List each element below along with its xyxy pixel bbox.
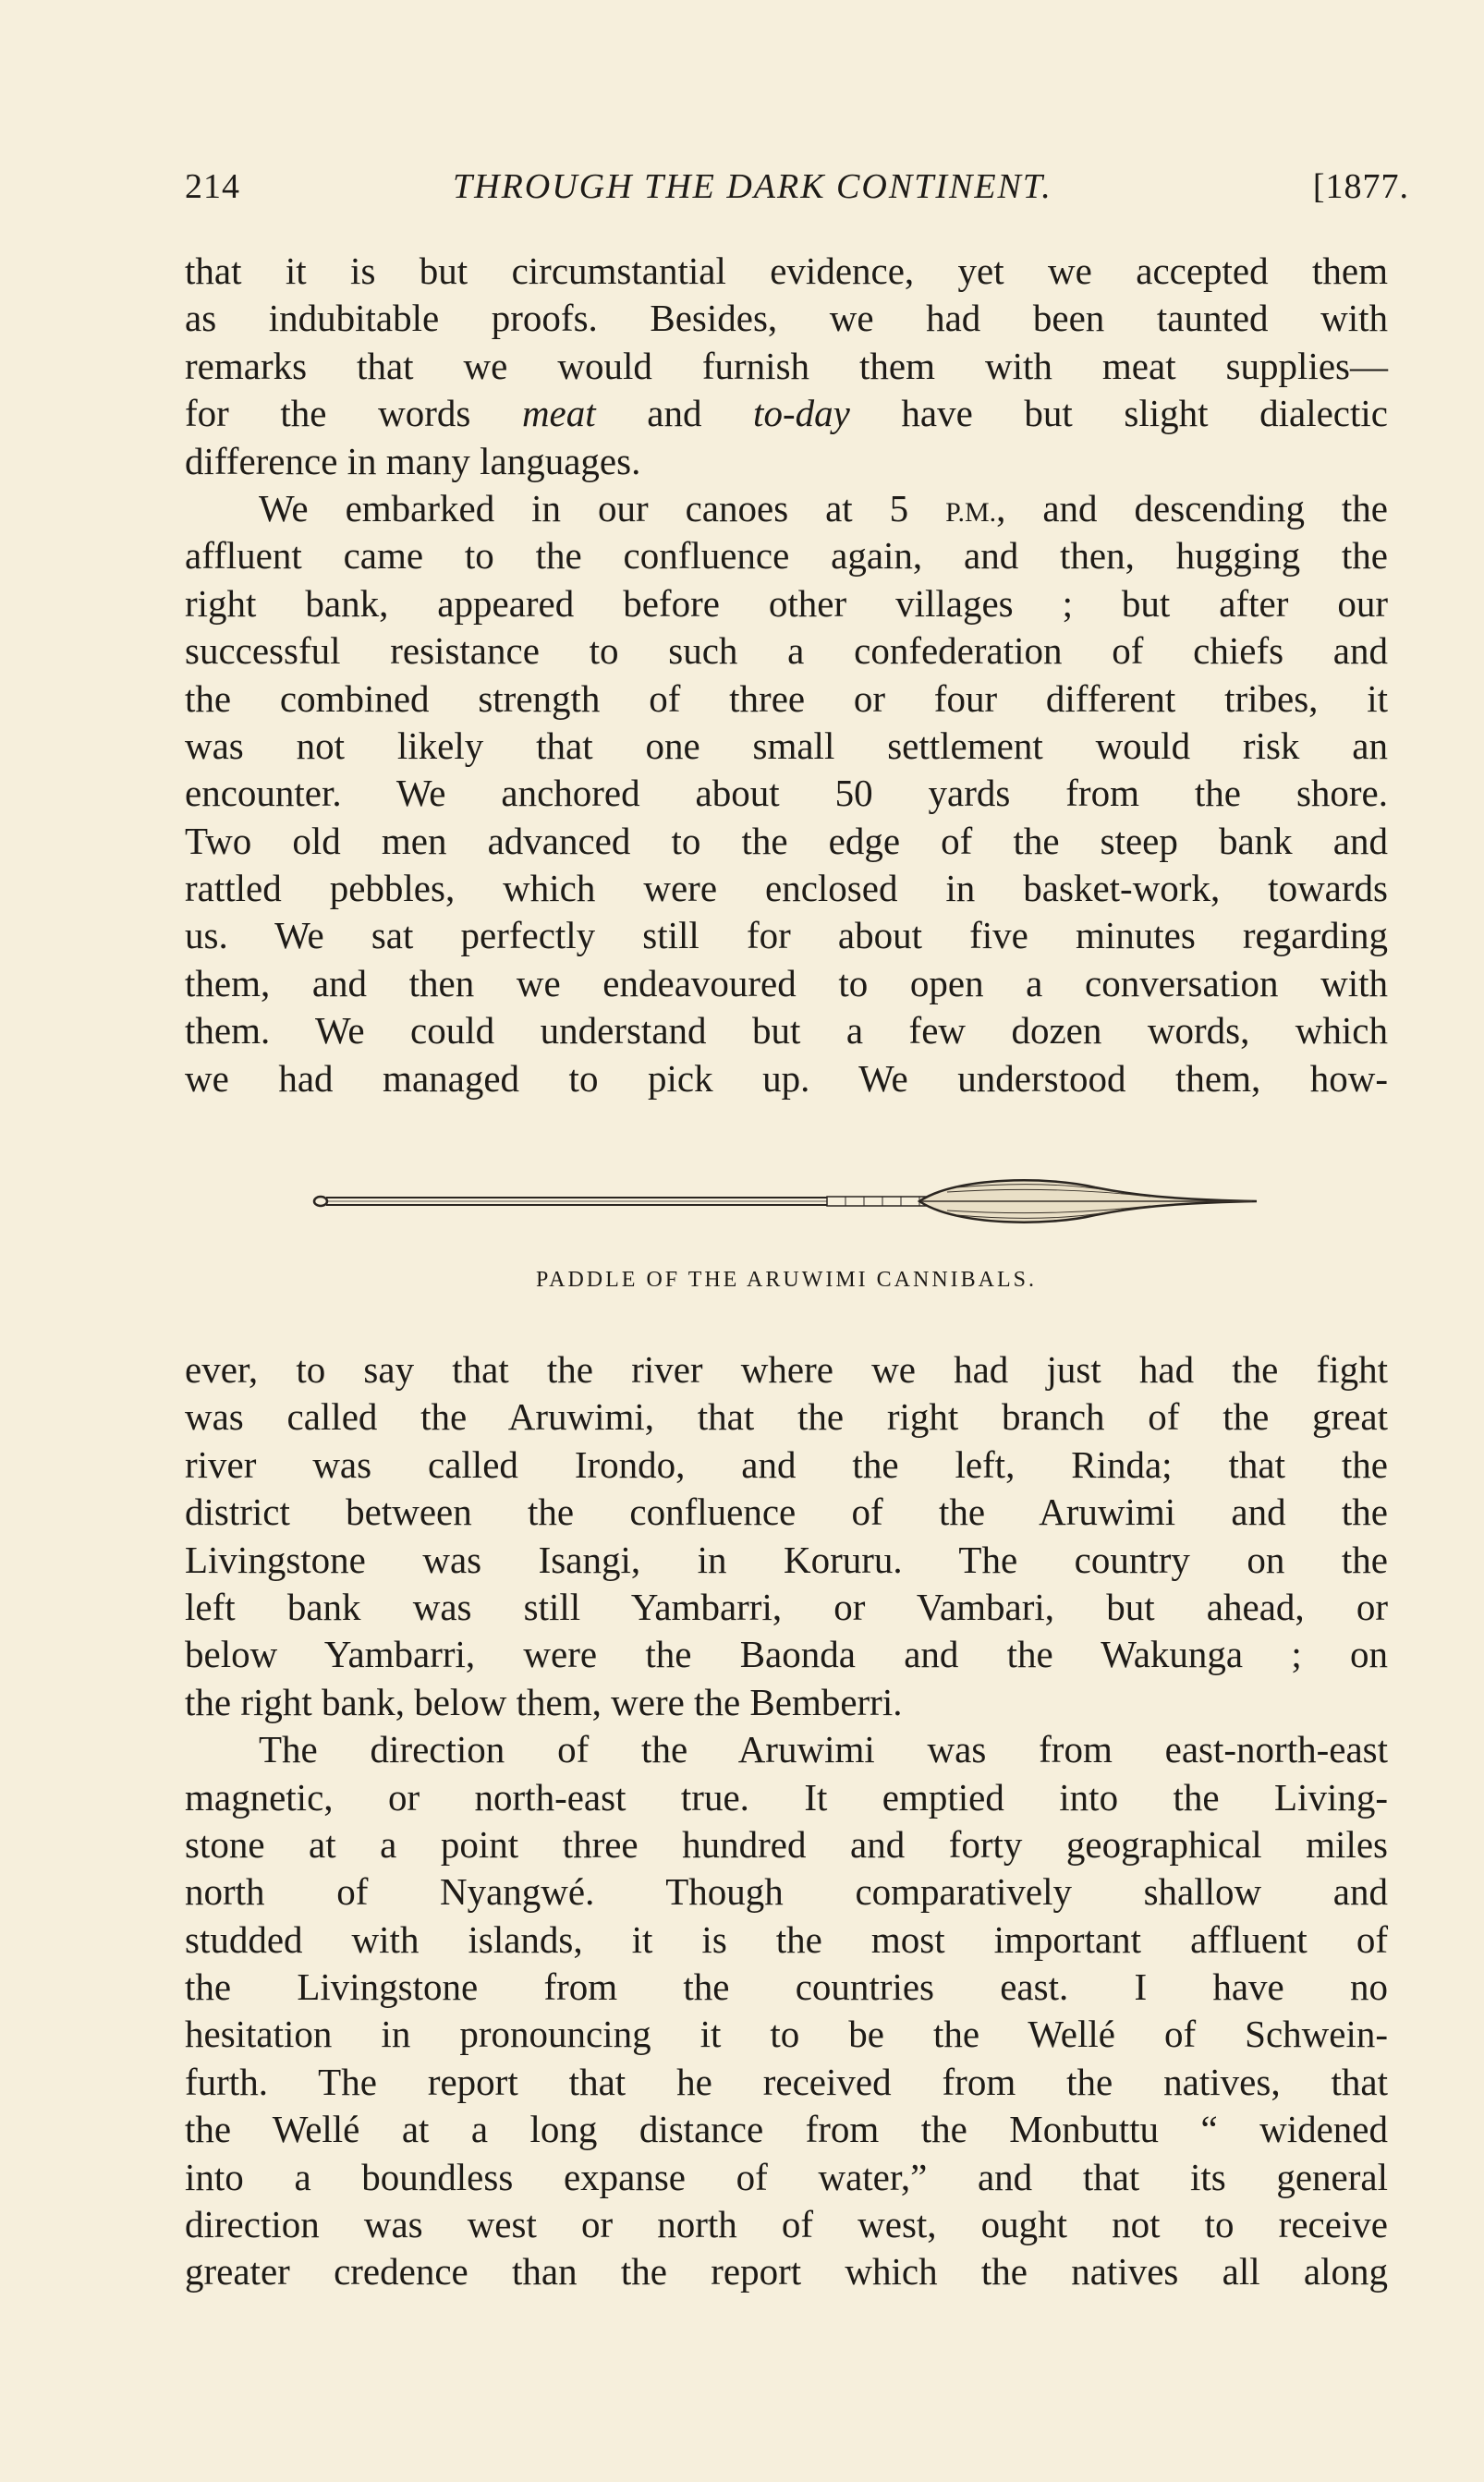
text-line: the combined strength of three or four different tribes, it bbox=[185, 676, 1388, 720]
text-line: affluent came to the confluence again, and then, hugging the bbox=[185, 534, 1388, 578]
text-line: ever, to say that the river where we had just had the fight bbox=[185, 1348, 1388, 1391]
small-caps-time: P.M. bbox=[945, 496, 997, 528]
text-line: magnetic, or north-east true. It emptied into the Living- bbox=[185, 1775, 1388, 1819]
text-line: Livingstone was Isangi, in Koruru. The country on the bbox=[185, 1538, 1388, 1581]
text-line: studded with islands, it is the most important affluent of bbox=[185, 1917, 1388, 1961]
text-line: north of Nyangwé. Though comparatively shallow and bbox=[185, 1870, 1388, 1914]
text-line: the right bank, below them, were the Bemberri. bbox=[185, 1680, 903, 1723]
year-marker: [1877. bbox=[1312, 167, 1409, 206]
text-line: that it is but circumstantial evidence, yet we accepted them bbox=[185, 249, 1388, 292]
text-line: the Livingstone from the countries east. I have no bbox=[185, 1965, 1388, 2009]
text-line: we had managed to pick up. We understood them, how- bbox=[185, 1056, 1388, 1100]
text-line: us. We sat perfectly still for about five minutes regarding bbox=[185, 914, 1388, 957]
text-line: for the words meat and to-day have but slight dialectic bbox=[185, 392, 1388, 435]
text-line: them. We could understand but a few dozen words, which bbox=[185, 1009, 1388, 1052]
paragraph-start-line: The direction of the Aruwimi was from east-north-east bbox=[259, 1728, 1388, 1771]
figure-caption: PADDLE OF THE ARUWIMI CANNIBALS. bbox=[535, 1268, 1038, 1292]
text-line: right bank, appeared before other villages ; but after our bbox=[185, 581, 1388, 625]
text-line: rattled pebbles, which were enclosed in basket-work, towards bbox=[185, 867, 1388, 910]
text-line: Two old men advanced to the edge of the steep bank and bbox=[185, 819, 1388, 862]
text-line: remarks that we would furnish them with meat supplies— bbox=[185, 344, 1388, 387]
italic-word: meat bbox=[521, 392, 596, 435]
italic-word: to-day bbox=[753, 392, 850, 435]
running-title: THROUGH THE DARK CONTINENT. bbox=[453, 167, 1052, 206]
paragraph-start-line: We embarked in our canoes at 5 P.M., and descending the bbox=[259, 486, 1388, 529]
running-header bbox=[185, 166, 1409, 218]
text-line: furth. The report that he received from the natives, that bbox=[185, 2060, 1388, 2103]
text-line: the Wellé at a long distance from the Monbuttu “ widened bbox=[185, 2108, 1388, 2151]
text-line: successful resistance to such a confederation of chiefs and bbox=[185, 629, 1388, 673]
text-line: them, and then we endeavoured to open a conversation with bbox=[185, 961, 1388, 1004]
page-number: 214 bbox=[185, 167, 240, 206]
text-line: into a boundless expanse of water,” and that its general bbox=[185, 2155, 1388, 2198]
text-line: was called the Aruwimi, that the right branch of the great bbox=[185, 1395, 1388, 1439]
text-line: direction was west or north of west, ought not to receive bbox=[185, 2203, 1388, 2246]
text-block-lower bbox=[185, 1346, 1388, 2296]
text-line: below Yambarri, were the Baonda and the Wakunga ; on bbox=[185, 1633, 1388, 1676]
text-line: left bank was still Yambarri, or Vambari, but ahead, or bbox=[185, 1585, 1388, 1628]
text-line: river was called Irondo, and the left, Rinda; that the bbox=[185, 1442, 1388, 1486]
text-line: hesitation in pronouncing it to be the Wellé of Schwein- bbox=[185, 2013, 1388, 2056]
text-line: was not likely that one small settlement would risk an bbox=[185, 724, 1388, 767]
text-line: stone at a point three hundred and forty geographical miles bbox=[185, 1822, 1388, 1866]
text-line: as indubitable proofs. Besides, we had been taunted with bbox=[185, 297, 1388, 340]
text-line: greater credence than the report which the natives all along bbox=[185, 2250, 1388, 2293]
paddle-illustration bbox=[310, 1160, 1271, 1243]
text-line: district between the confluence of the Aruwimi and the bbox=[185, 1490, 1388, 1534]
text-block-upper bbox=[185, 248, 1388, 1102]
text-line: encounter. We anchored about 50 yards from the shore. bbox=[185, 772, 1388, 815]
text-line: difference in many languages. bbox=[185, 439, 641, 482]
